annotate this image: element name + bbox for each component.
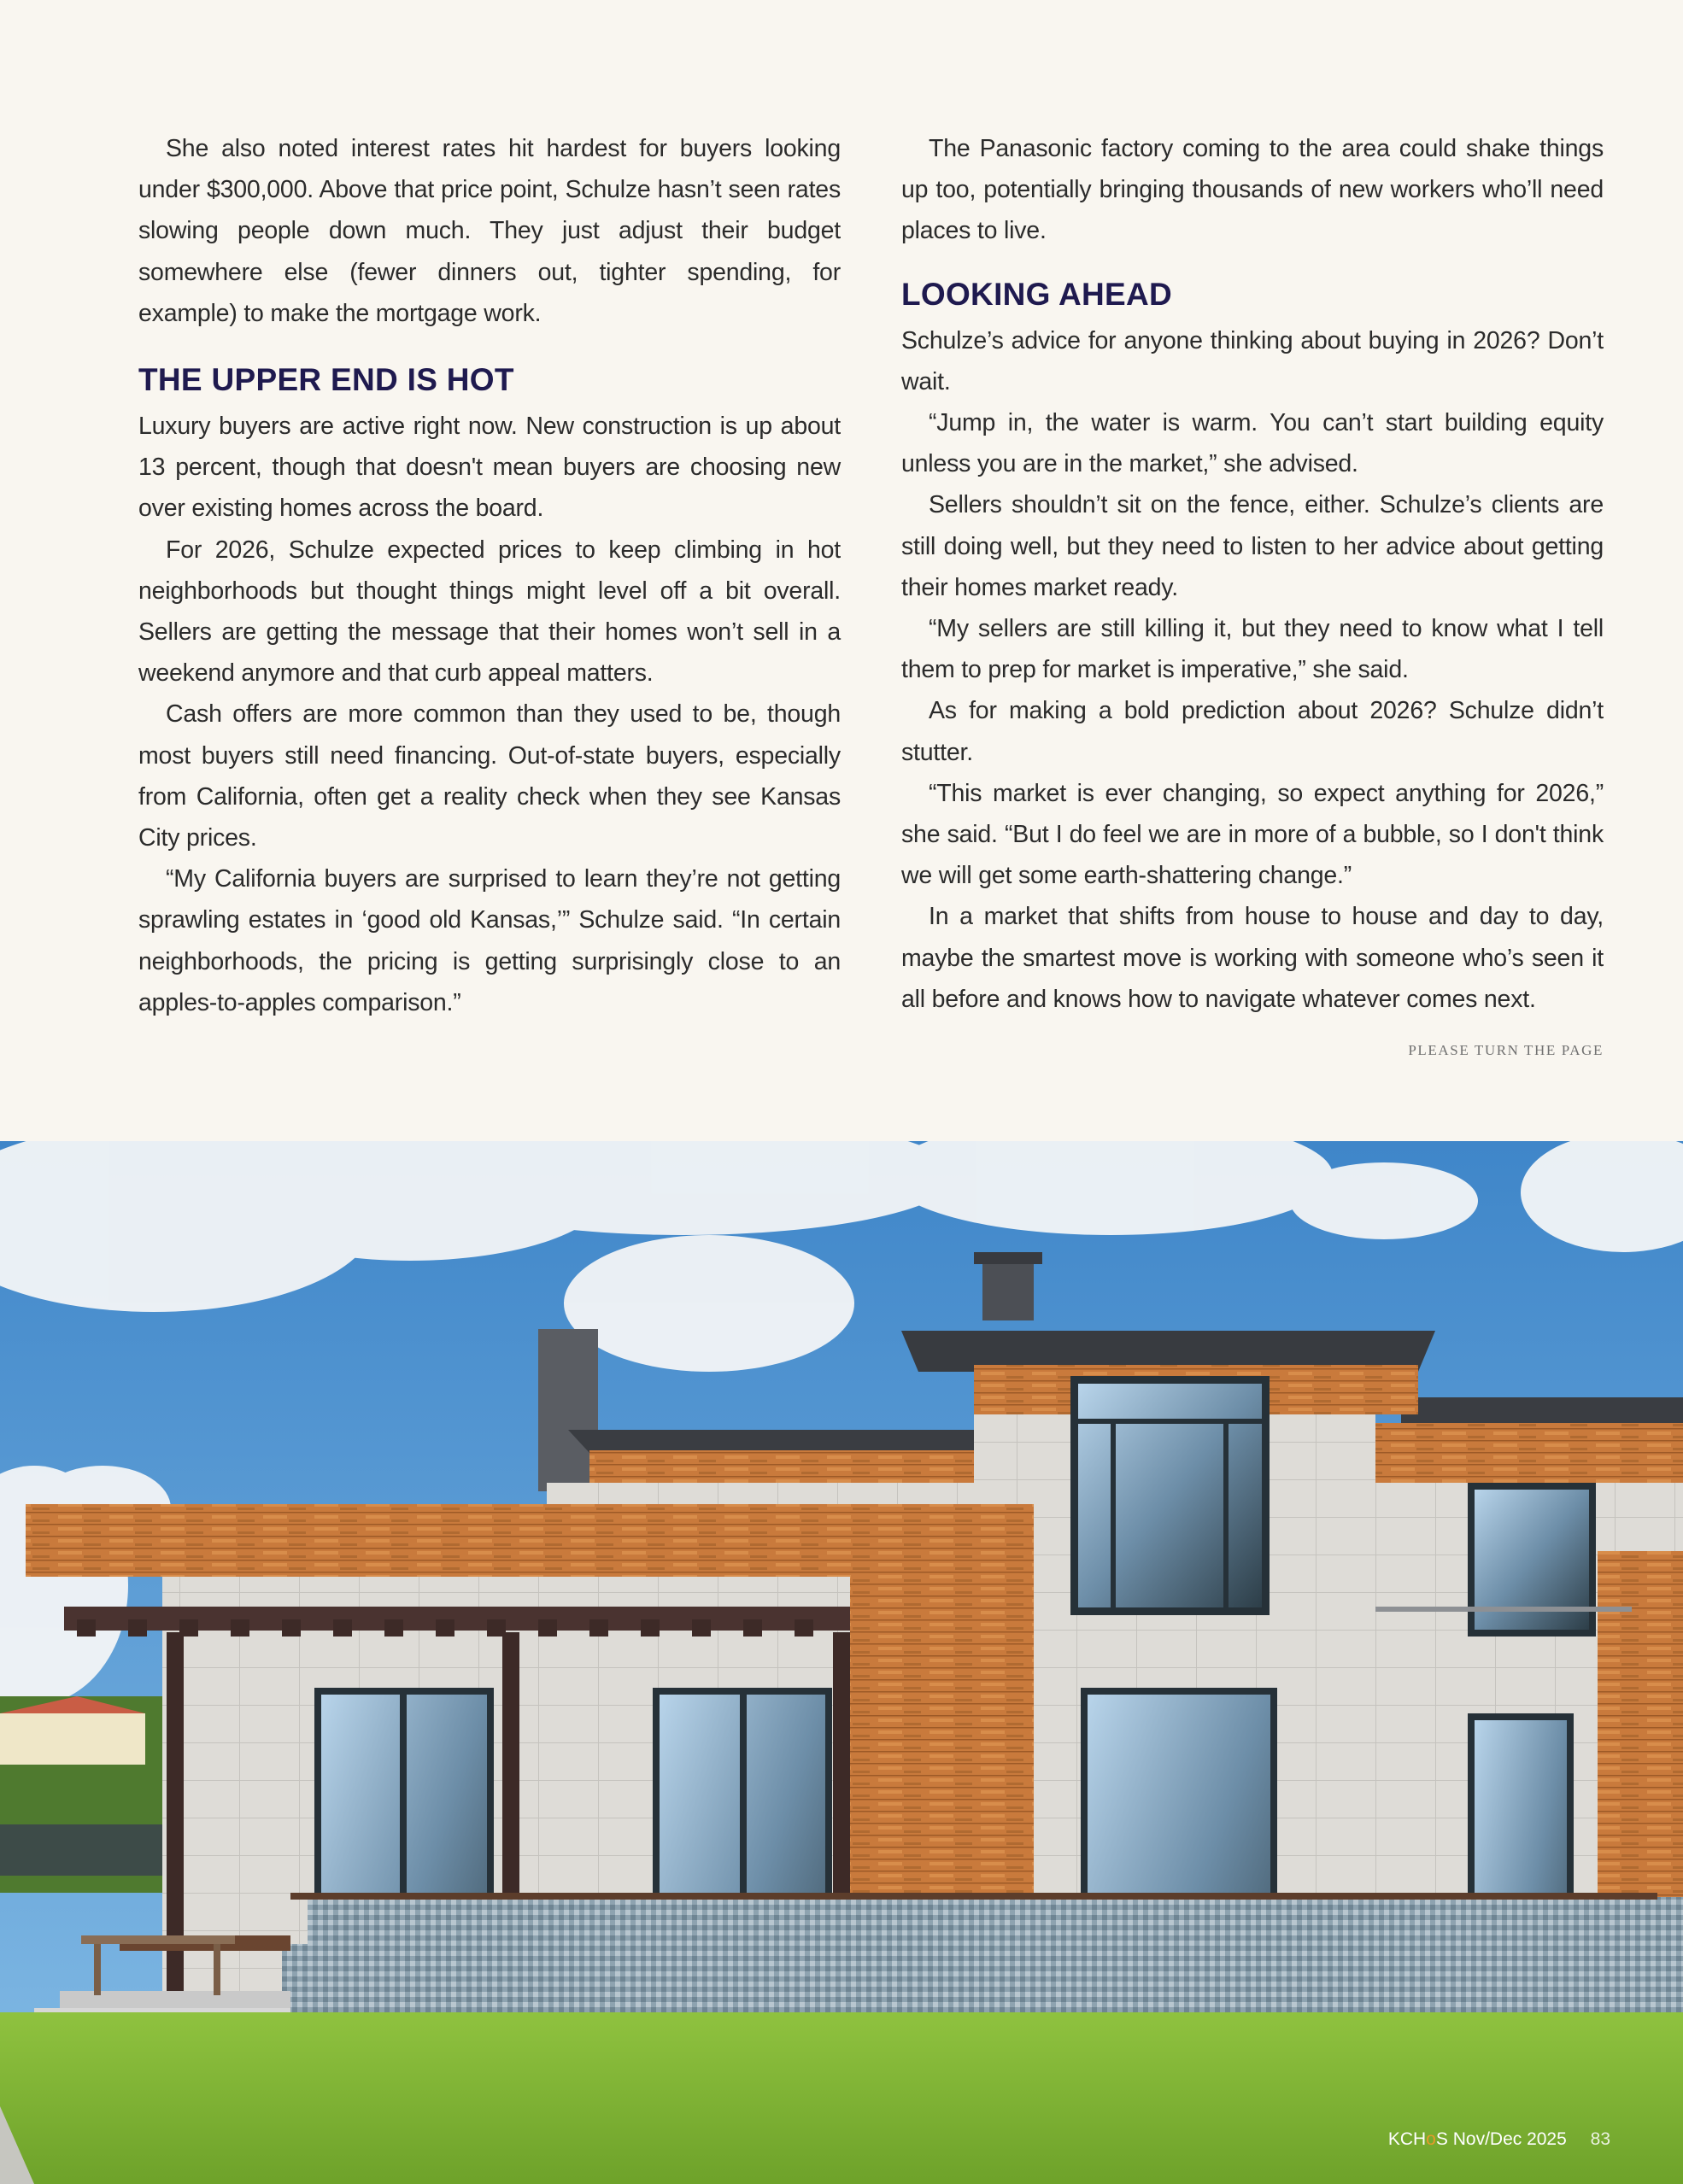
brand-prefix: KCH [1387, 2129, 1427, 2149]
article-column-right [901, 128, 1604, 1057]
turn-page-row [901, 1020, 1604, 1057]
brand-suffix: S [1435, 2129, 1448, 2149]
paragraph: Luxury buyers are active right now. New construction is up about 13 percent, though that doesn't mean buyers are choosing new over existing homes across the board. [138, 413, 841, 523]
page-footer [1388, 2129, 1610, 2150]
paragraph: Schulze’s advice for anyone thinking about buying in 2026? Don’t wait. [901, 326, 1604, 395]
page-number: 83 [1590, 2129, 1610, 2149]
issue-date: Nov/Dec 2025 [1452, 2129, 1567, 2149]
paragraph: Sellers shouldn’t sit on the fence, either. Schulze’s clients are still doing well, but they need to listen to her advice about getting their homes market ready. [901, 491, 1604, 601]
brand-mark: o [1426, 2129, 1436, 2149]
paragraph: “Jump in, the water is warm. You can’t start building equity unless you are in the market,” she advised. [901, 409, 1604, 478]
turn-page-note: PLEASE TURN THE PAGE [1408, 1042, 1604, 1059]
section-heading: LOOKING AHEAD [901, 276, 1173, 312]
house-photo [0, 1141, 1683, 2184]
paragraph: “This market is ever changing, so expect anything for 2026,” she said. “But I do feel we are in more of a bubble, so I don't think we will get some earth-shattering change.” [901, 779, 1604, 890]
magazine-brand [1388, 2129, 1448, 2149]
paragraph: She also noted interest rates hit hardest for buyers looking under $300,000. Above that price point, Schulze hasn’t seen rates slowing people down much. They just adjust their budget somewhere else (fewer dinners out, tighter spending, for example) to make the mortgage work. [138, 135, 841, 327]
paragraph: “My California buyers are surprised to learn they’re not getting sprawling estates in ‘good old Kansas,’” Schulze said. “In certain neighborhoods, the pricing is getting surprisingly close to an apples-to-apples comparison.” [138, 865, 841, 1016]
paragraph: The Panasonic factory coming to the area could shake things up too, potentially bringing thousands of new workers who’ll need places to live. [901, 135, 1604, 245]
paragraph: “My sellers are still killing it, but they need to know what I tell them to prep for market is imperative,” she said. [901, 615, 1604, 684]
paragraph: As for making a bold prediction about 2026? Schulze didn’t stutter. [901, 697, 1604, 766]
paragraph: Cash offers are more common than they used to be, though most buyers still need financing. Out-of-state buyers, especially from California, often get a reality check when they see Kansas City prices. [138, 700, 841, 852]
section-heading: THE UPPER END IS HOT [138, 362, 514, 398]
paragraph: In a market that shifts from house to house and day to day, maybe the smartest move is working with someone who’s seen it all before and knows how to navigate whatever comes next. [901, 903, 1604, 1013]
paragraph: For 2026, Schulze expected prices to keep climbing in hot neighborhoods but thought things might level off a bit overall. Sellers are getting the message that their homes won’t sell in a weekend anymore and that curb appeal matters. [138, 536, 841, 688]
article-column-left [138, 128, 841, 1023]
